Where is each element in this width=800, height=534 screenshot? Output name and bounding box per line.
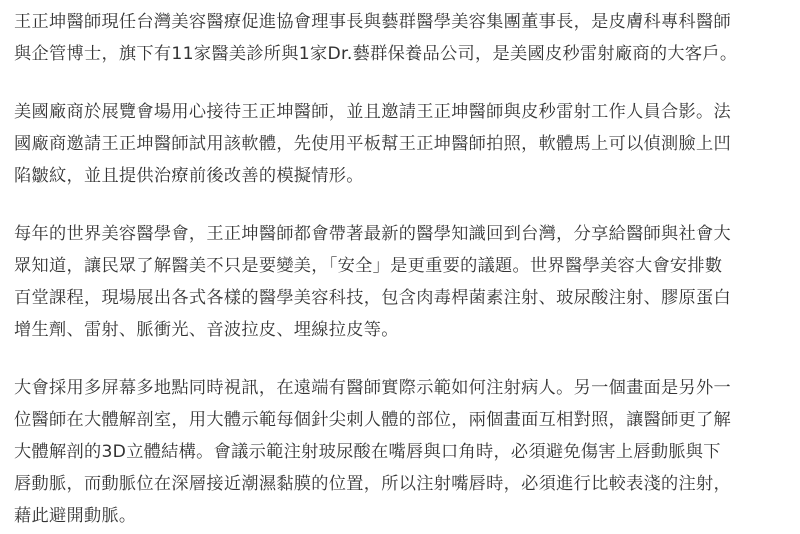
paragraph-2 [14, 96, 786, 192]
text-line: 與企管博士，旗下有11家醫美診所與1家Dr.藝群保養品公司，是美國皮秒雷射廠商的大客戶。 [14, 44, 738, 64]
paragraph-1 [14, 6, 786, 70]
text-line: 增生劑、雷射、脈衝光、音波拉皮、埋線拉皮等。 [14, 320, 399, 340]
text-line: 陷皺紋，並且提供治療前後改善的模擬情形。 [14, 166, 364, 186]
text-line: 眾知道，讓民眾了解醫美不只是要變美，「安全」是更重要的議題。世界醫學美容大會安排數 [14, 256, 723, 276]
text-line: 百堂課程，現場展出各式各樣的醫學美容科技，包含肉毒桿菌素注射、玻尿酸注射、膠原蛋白 [14, 288, 731, 308]
paragraph-3 [14, 218, 786, 346]
text-line: 藉此避開動脈。 [14, 506, 137, 526]
paragraph-4 [14, 372, 786, 532]
text-line: 大體解剖的3D立體結構。會議示範注射玻尿酸在嘴唇與口角時，必須避免傷害上唇動脈與下 [14, 442, 721, 462]
text-line: 美國廠商於展覽會場用心接待王正坤醫師，並且邀請王正坤醫師與皮秒雷射工作人員合影。法 [14, 102, 731, 122]
text-line: 位醫師在大體解剖室，用大體示範每個針尖刺人體的部位，兩個畫面互相對照，讓醫師更了解 [14, 410, 731, 430]
text-line: 王正坤醫師現任台灣美容醫療促進協會理事長與藝群醫學美容集團董事長，是皮膚科專科醫師 [14, 12, 731, 32]
text-line: 大會採用多屏幕多地點同時視訊，在遠端有醫師實際示範如何注射病人。另一個畫面是另外一 [14, 378, 731, 398]
text-line: 唇動脈，而動脈位在深層接近潮濕黏膜的位置，所以注射嘴唇時，必須進行比較表淺的注射， [14, 474, 731, 494]
text-line: 國廠商邀請王正坤醫師試用該軟體，先使用平板幫王正坤醫師拍照，軟體馬上可以偵測臉上凹 [14, 134, 731, 154]
text-line: 每年的世界美容醫學會，王正坤醫師都會帶著最新的醫學知識回到台灣，分享給醫師與社會大 [14, 224, 731, 244]
